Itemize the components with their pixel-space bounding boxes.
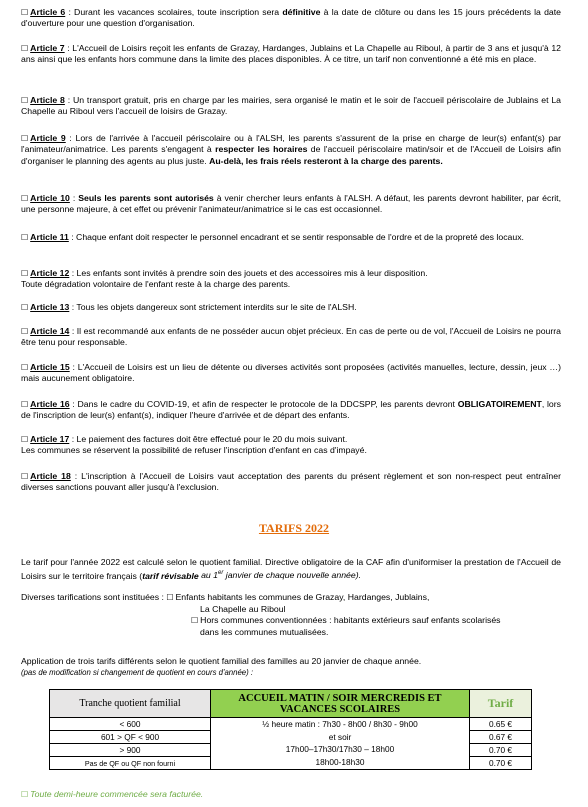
article-label: Article 10 (30, 193, 70, 203)
tarif-intro: Le tarif pour l'année 2022 est calculé selon le quotient familial. Directive obligatoire de la CAF afin d'uniformiser la prestation de l'Accueil de Loisirs sur le territoire français (tarif révisable au 1er janvier de chaque nouvelle année). (21, 557, 561, 581)
tarif-cell: 0.65 € (470, 718, 532, 731)
horaires-cell: ½ heure matin : 7h30 - 8h00 / 8h30 - 9h00 et soir 17h00–17h30/17h30 – 18h00 18h00-18h30 (211, 718, 470, 770)
article-6: ☐ Article 6 : Durant les vacances scolaires, toute inscription sera définitive à la date de clôture ou dans les 15 jours précédents la date d'ouverture pour une question d'organisation. (21, 7, 561, 29)
article-label: Article 15 (30, 362, 70, 372)
tarif-header: Tarif (470, 690, 532, 718)
categories-lead: Diverses tarifications sont instituées : (21, 592, 167, 602)
article-label: Article 11 (30, 232, 69, 242)
article-label: Article 12 (30, 268, 70, 278)
article-7: ☐ Article 7 : L'Accueil de Loisirs reçoit les enfants de Grazay, Hardanges, Jublains et La Chapelle au Riboul, à partir de 3 ans et jusqu'à 12 ans ainsi que les enfants hors commune dans la limite des places disponibles. À ce titre, un tarif non conventionné a été mis en place. (21, 43, 561, 65)
article-label: Article 8 (30, 95, 65, 105)
article-label: Article 7 (30, 43, 65, 53)
checkbox-icon: ☐ (21, 363, 29, 372)
article-14: ☐ Article 14 : Il est recommandé aux enfants de ne posséder aucun objet précieux. En cas de perte ou de vol, l'Accueil de Loisirs ne pourra être tenu pour responsable. (21, 326, 561, 348)
article-label: Article 13 (30, 302, 70, 312)
article-label: Article 6 (30, 7, 66, 17)
article-9: ☐ Article 9 : Lors de l'arrivée à l'accueil périscolaire ou à l'ALSH, les parents s'assurent de la prise en charge de leur(s) enfant(s) par l'animateur/animatrice. Les parents s'engagent à respecter les horaires de l'accueil périscolaire matin/soir et de l'Accueil de Loisirs afin d'organiser le planning des agents au plus juste. Au-delà, les frais réels resteront à la charge des parents. (21, 133, 561, 166)
checkbox-icon: ☐ (21, 134, 29, 143)
quotient-cell: > 900 (50, 744, 211, 757)
article-11: ☐ Article 11 : Chaque enfant doit respecter le personnel encadrant et se sentir responsable de l'ordre et de la propreté des locaux. (21, 232, 524, 242)
quotient-cell: 601 > QF < 900 (50, 731, 211, 744)
checkbox-icon: ☐ (21, 8, 29, 17)
checkbox-icon: ☐ (21, 269, 29, 278)
article-label: Article 14 (30, 326, 70, 336)
article-17: ☐ Article 17 : Le paiement des factures doit être effectué pour le 20 du mois suivant. Les communes se réservent la possibilité de refuser l'inscription d'enfant en cas d'impayé. (21, 434, 367, 456)
checkbox-icon: ☐ (21, 790, 29, 799)
article-13: ☐ Article 13 : Tous les objets dangereux sont strictement interdits sur le site de l'ALSH. (21, 302, 357, 312)
quotient-cell: Pas de QF ou QF non fourni (50, 757, 211, 770)
article-label: Article 17 (30, 434, 70, 444)
table-row (50, 718, 532, 731)
tarifs-title: TARIFS 2022 (258, 521, 330, 535)
tarif-cell: 0.70 € (470, 744, 532, 757)
tarif-table (49, 689, 532, 770)
article-8: ☐ Article 8 : Un transport gratuit, pris en charge par les mairies, sera organisé le matin et le soir de l'accueil périscolaire de Jublains et La Chapelle au Riboul vers l'accueil de loisirs de Grazay. (21, 95, 561, 117)
tarif-table-header (50, 690, 532, 718)
checkbox-icon: ☐ (21, 472, 29, 481)
checkbox-icon: ☐ (21, 233, 29, 242)
checkbox-icon: ☐ (21, 44, 29, 53)
article-16: ☐ Article 16 : Dans le cadre du COVID-19, et afin de respecter le protocole de la DDCSPP, les parents devront OBLIGATOIREMENT, lors de l'inscription de leur(s) enfant(s), indiquer l'heure d'arrivée et de départ des enfants. (21, 399, 561, 421)
accueil-header: ACCUEIL MATIN / SOIR MERCREDIS ET VACANCES SCOLAIRES (211, 690, 470, 718)
quotient-cell: < 600 (50, 718, 211, 731)
checkbox-icon: ☐ (21, 96, 29, 105)
tarif-cell: 0.70 € (470, 757, 532, 770)
article-10: ☐ Article 10 : Seuls les parents sont autorisés à venir chercher leurs enfants à l'ALSH. A défaut, les parents devront habiliter, par écrit, une personne majeure, à cet effet ou prévenir l'animateur/animatrice si le cas est occasionnel. (21, 193, 561, 215)
checkbox-icon: ☐ (21, 327, 29, 336)
article-15: ☐ Article 15 : L'Accueil de Loisirs est un lieu de détente ou diverses activités sont proposées (activités manuelles, lecture, dessin, jeux …) mais aucunement obligatoire. (21, 362, 562, 384)
article-label: Article 9 (30, 133, 66, 143)
article-18: ☐ Article 18 : L'inscription à l'Accueil de Loisirs vaut acceptation des parents du présent règlement et son non-respect peut entraîner diverses sanctions pouvant aller jusqu'à l'exclusion. (21, 471, 561, 493)
checkbox-icon: ☐ (21, 400, 29, 409)
tranche-header: Tranche quotient familial (50, 690, 211, 718)
article-12: ☐ Article 12 : Les enfants sont invités à prendre soin des jouets et des accessoires mis à leur disposition. Toute dégradation volontaire de l'enfant reste à la charge des parents. (21, 268, 428, 290)
checkbox-icon: ☐ (21, 435, 29, 444)
article-label: Article 18 (30, 471, 71, 481)
checkbox-icon: ☐ (191, 616, 199, 625)
tarif-application: Application de trois tarifs différents selon le quotient familial des familles au 20 janvier de chaque année. (pas de modification si changement de quotient en cours d'année) : (21, 656, 422, 677)
checkbox-icon: ☐ (166, 593, 174, 602)
checkbox-icon: ☐ (21, 303, 29, 312)
tarif-categories: Diverses tarifications sont instituées : ☐ Enfants habitants les communes de Grazay, Hardanges, Jublains, La Chapelle au Riboul ☐ Hors communes conventionnées : habitants extérieurs sauf enfants scolarisés dans les communes mutualisées. (21, 592, 501, 637)
checkbox-icon: ☐ (21, 194, 29, 203)
footnote: ☐ Toute demi-heure commencée sera facturée. (21, 789, 204, 799)
tarif-cell: 0.67 € (470, 731, 532, 744)
article-label: Article 16 (30, 399, 70, 409)
